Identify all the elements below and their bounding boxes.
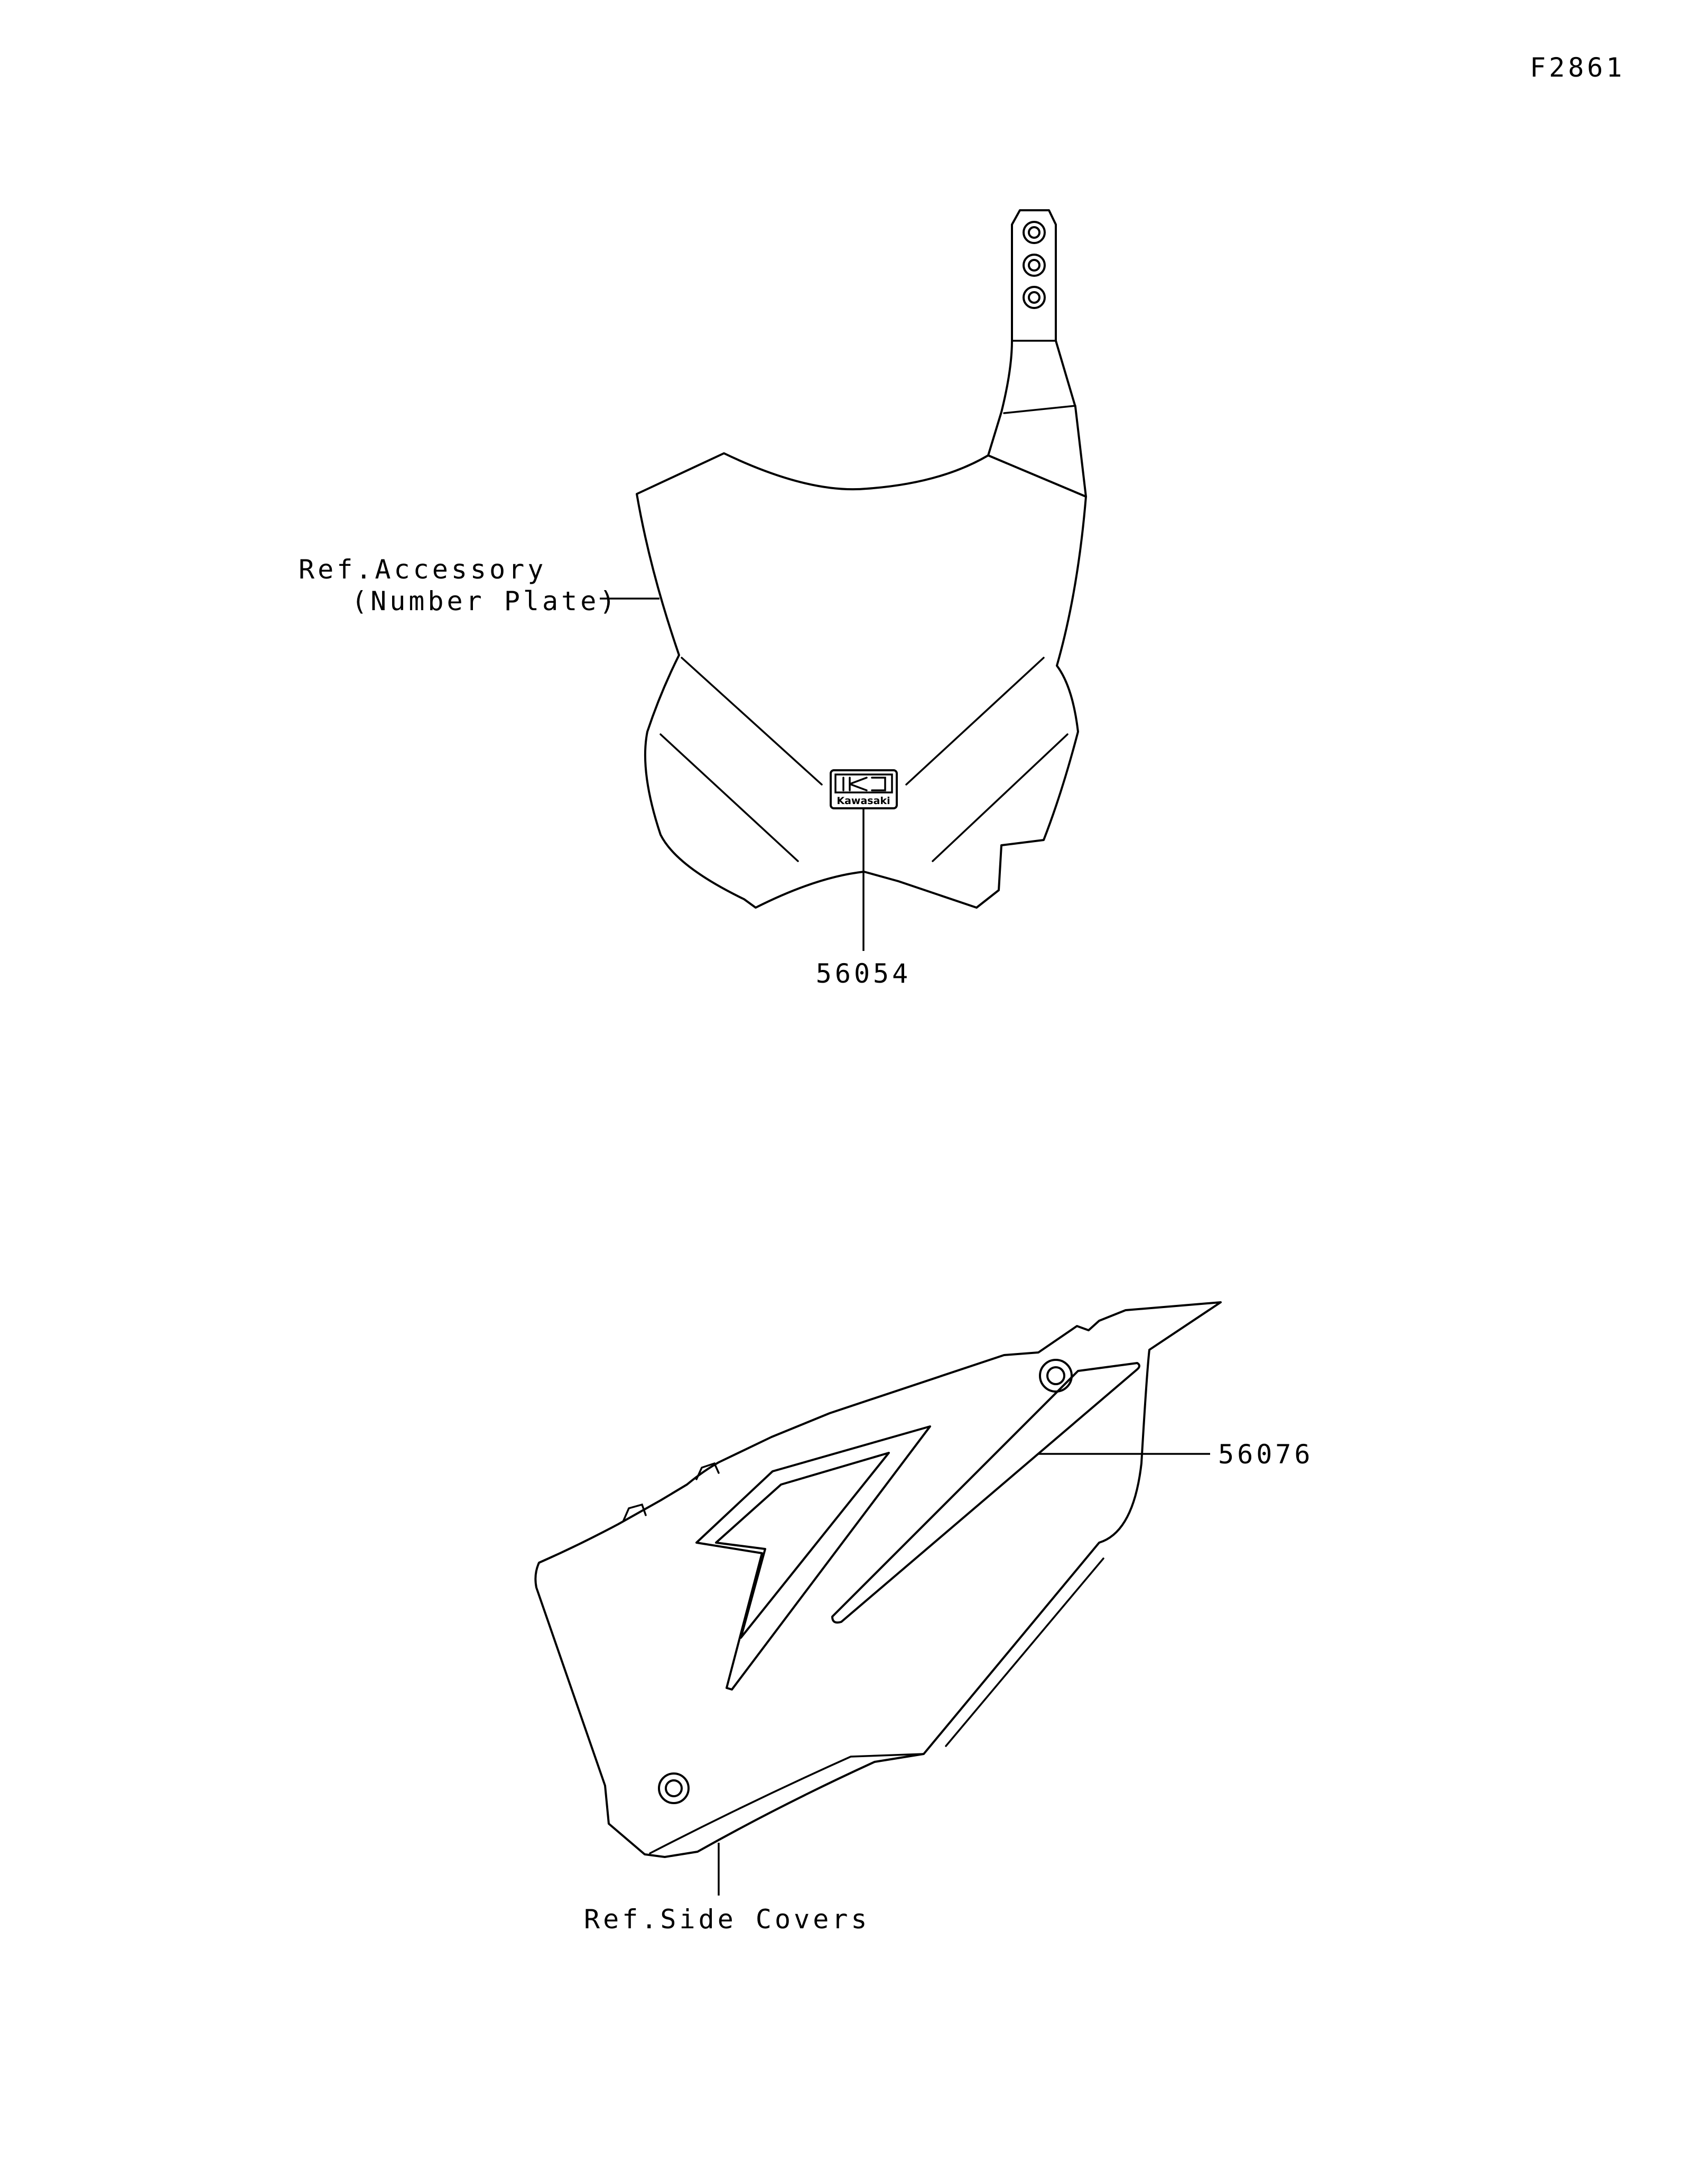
side-cover-bolt-hole-icon (666, 1780, 682, 1796)
plate-stripe-right-lower (933, 734, 1067, 861)
kawasaki-emblem (831, 770, 897, 808)
plate-stripe-left-upper (682, 658, 822, 785)
side-cover-bolt-hole-icon (1047, 1367, 1064, 1384)
emblem-brand-text: Kawasaki (837, 795, 890, 807)
ref-accessory-label-line2: (Number Plate) (351, 586, 619, 617)
strap-hole-icon (1029, 260, 1039, 270)
strap-hole-icon (1029, 292, 1039, 303)
strap-hole-icon (1024, 222, 1045, 243)
strap-holes (1024, 222, 1045, 308)
number-plate-strap (988, 210, 1086, 497)
figure-id: F2861 (1530, 52, 1625, 83)
plate-stripe-left-lower (661, 734, 798, 861)
strap-hole-icon (1029, 227, 1039, 238)
ref-accessory-label-line1: Ref.Accessory (299, 554, 547, 585)
mount-tab-right (696, 1463, 719, 1479)
part-56054-label: 56054 (815, 958, 912, 989)
strap-hole-icon (1024, 255, 1045, 276)
side-cover-rear-ridge (946, 1558, 1103, 1746)
side-decal-arrow-inner (716, 1453, 889, 1638)
side-decal-arrow-outline (696, 1426, 930, 1690)
kawasaki-k-logo-icon (843, 778, 885, 790)
part-56076-label: 56076 (1218, 1439, 1314, 1470)
plate-stripe-right-upper (906, 658, 1044, 785)
mount-tab-left (624, 1505, 646, 1520)
side-cover-bolt-hole-icon (1040, 1360, 1072, 1392)
strap-hole-icon (1024, 287, 1045, 308)
ref-side-covers-label: Ref.Side Covers (584, 1904, 870, 1935)
strap-band-line-2 (1004, 406, 1075, 413)
side-decal (696, 1363, 1139, 1690)
side-decal-slash-stripe (832, 1363, 1139, 1622)
side-cover-bolt-hole-icon (659, 1774, 689, 1803)
